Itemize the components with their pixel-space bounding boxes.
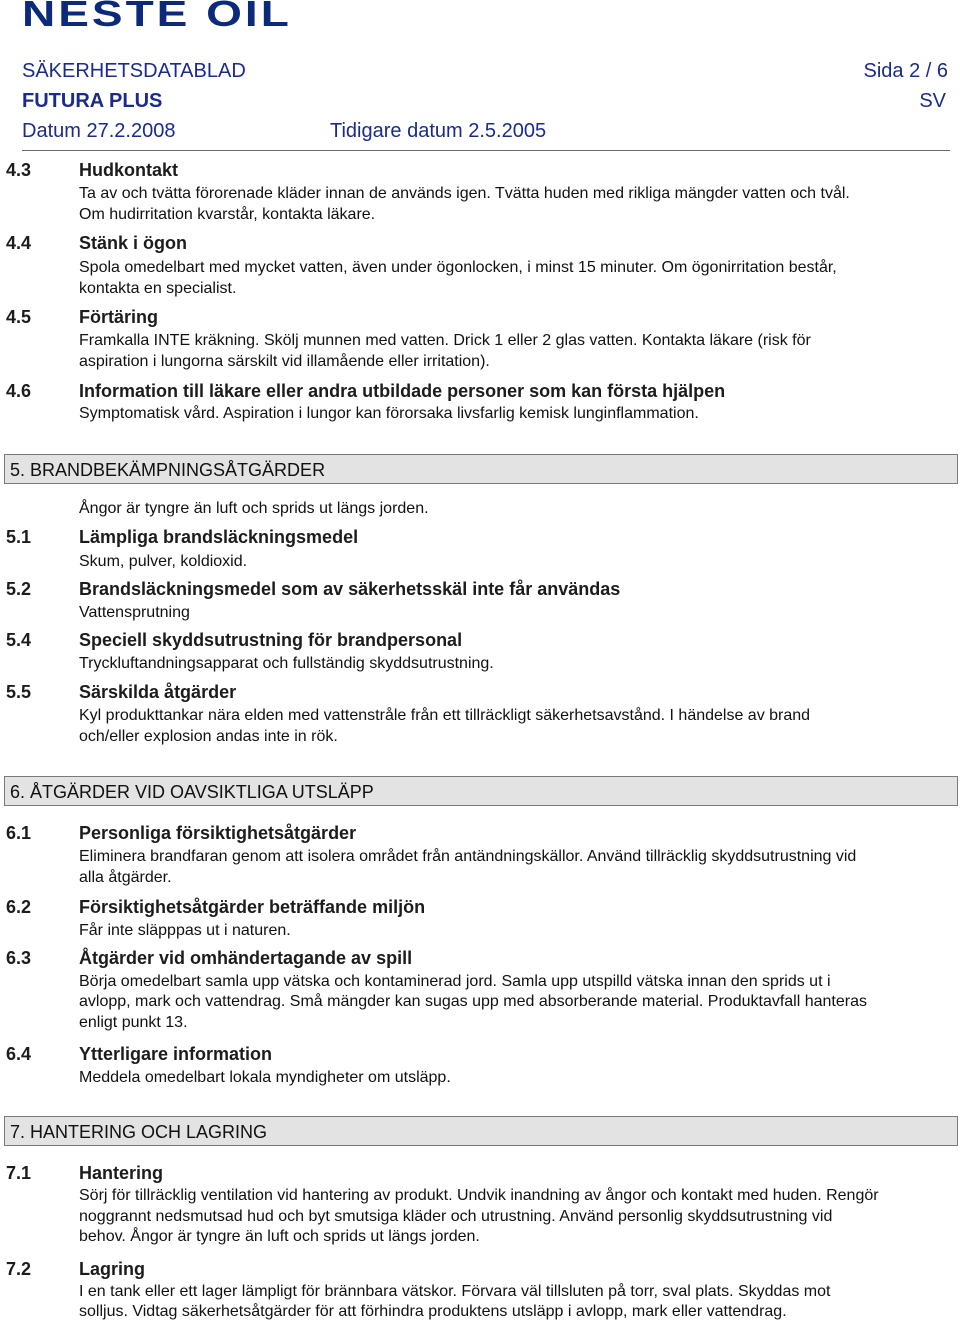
section-number: 5.5	[6, 682, 32, 702]
section-text: I en tank eller ett lager lämpligt för brännbara vätskor. Förvara väl tillsluten på torr, sval plats. Skyddas mot	[79, 1283, 831, 1300]
section-title: Förtäring	[79, 307, 158, 327]
section-number: 7.1	[6, 1163, 32, 1183]
section-title: Hudkontakt	[79, 160, 178, 180]
section-heading: 5. BRANDBEKÄMPNINGSÅTGÄRDER	[10, 460, 326, 480]
section-text: Meddela omedelbart lokala myndigheter om utsläpp.	[79, 1069, 451, 1086]
section-heading-band	[4, 1116, 958, 1146]
section-number: 5.2	[6, 579, 32, 599]
section-title: Hantering	[79, 1163, 164, 1183]
issue-date: Datum 27.2.2008	[22, 120, 176, 142]
section-title: Speciell skyddsutrustning för brandpersonal	[79, 630, 463, 650]
section-title: Information till läkare eller andra utbildade personer som kan första hjälpen	[79, 381, 726, 401]
section-text: och/eller explosion andas inte in rök.	[79, 728, 338, 745]
section-intro: Ångor är tyngre än luft och sprids ut längs jorden.	[79, 500, 429, 517]
section-text: Eliminera brandfaran genom att isolera området från antändningskällor. Använd tillräcklig skyddsutrustning vid	[79, 848, 857, 865]
section-text: behov. Ångor är tyngre än luft och sprids ut längs jorden.	[79, 1228, 480, 1245]
section-text: Spola omedelbart med mycket vatten, även under ögonlocken, i minst 15 minuter. Om ögonirritation består,	[79, 259, 837, 276]
section-text: solljus. Vidtag säkerhetsåtgärder för att förhindra produktens utsläpp i avlopp, mark eller vattendrag.	[79, 1303, 787, 1320]
previous-date: Tidigare datum 2.5.2005	[330, 120, 547, 142]
section-title: Lagring	[79, 1259, 145, 1279]
section-number: 4.3	[6, 160, 32, 180]
section-text: Ta av och tvätta förorenade kläder innan de används igen. Tvätta huden med rikliga mängder vatten och tvål.	[79, 185, 850, 202]
page-number: Sida 2 / 6	[863, 60, 948, 82]
section-number: 6.2	[6, 897, 32, 917]
section-title: Försiktighetsåtgärder beträffande miljön	[79, 897, 426, 917]
language-code: SV	[919, 90, 946, 112]
section-title: Lämpliga brandsläckningsmedel	[79, 527, 359, 547]
section-text: aspiration i lungorna särskilt vid illamående eller irritation).	[79, 353, 490, 370]
company-logo: NESTE OIL	[22, 0, 292, 34]
section-text: Symptomatisk vård. Aspiration i lungor kan förorsaka livsfarlig kemisk lunginflammation.	[79, 405, 699, 422]
product-name: FUTURA PLUS	[22, 90, 163, 112]
section-heading-band	[4, 454, 958, 484]
section-heading: 6. ÅTGÄRDER VID OAVSIKTLIGA UTSLÄPP	[10, 782, 374, 802]
section-text: enligt punkt 13.	[79, 1014, 188, 1031]
section-number: 6.3	[6, 948, 32, 968]
section-title: Brandsläckningsmedel som av säkerhetsskäl inte får användas	[79, 579, 621, 599]
section-number: 7.2	[6, 1259, 32, 1279]
section-text: Vattensprutning	[79, 604, 190, 621]
section-text: Tryckluftandningsapparat och fullständig skyddsutrustning.	[79, 655, 494, 672]
section-title: Ytterligare information	[79, 1044, 273, 1064]
section-number: 6.4	[6, 1044, 32, 1064]
section-text: Framkalla INTE kräkning. Skölj munnen med vatten. Drick 1 eller 2 glas vatten. Kontakta läkare (risk för	[79, 332, 811, 349]
section-text: noggrannt nedsmutsad hud och byt smutsiga kläder och utrustning. Använd personlig skyddsutrustning vid	[79, 1208, 833, 1225]
section-title: Personliga försiktighetsåtgärder	[79, 823, 357, 843]
section-number: 4.6	[6, 381, 32, 401]
section-text: Om hudirritation kvarstår, kontakta läkare.	[79, 206, 376, 223]
section-heading: 7. HANTERING OCH LAGRING	[10, 1122, 268, 1142]
section-text: Sörj för tillräcklig ventilation vid hantering av produkt. Undvik inandning av ångor och kontakt med huden. Rengör	[79, 1187, 879, 1204]
header-divider	[22, 150, 950, 151]
section-text: alla åtgärder.	[79, 869, 172, 886]
section-text: Skum, pulver, koldioxid.	[79, 553, 248, 570]
section-text: Kyl produkttankar nära elden med vattenstråle från ett tillräckligt säkerhetsavstånd. I händelse av brand	[79, 707, 811, 724]
section-title: Särskilda åtgärder	[79, 682, 237, 702]
section-text: Börja omedelbart samla upp vätska och kontaminerad jord. Samla upp utspilld vätska innan den sprids ut i	[79, 973, 831, 990]
section-text: avlopp, mark och vattendrag. Små mängder kan sugas upp med absorberande material. Produktavfall hanteras	[79, 993, 867, 1010]
section-number: 4.5	[6, 307, 32, 327]
document-type: SÄKERHETSDATABLAD	[22, 60, 246, 82]
section-text: Får inte släpppas ut i naturen.	[79, 922, 291, 939]
section-number: 5.4	[6, 630, 32, 650]
section-text: kontakta en specialist.	[79, 280, 237, 297]
section-number: 4.4	[6, 233, 32, 253]
section-number: 6.1	[6, 823, 32, 843]
section-title: Åtgärder vid omhändertagande av spill	[79, 948, 413, 968]
section-number: 5.1	[6, 527, 32, 547]
section-heading-band	[4, 776, 958, 806]
section-title: Stänk i ögon	[79, 233, 187, 253]
